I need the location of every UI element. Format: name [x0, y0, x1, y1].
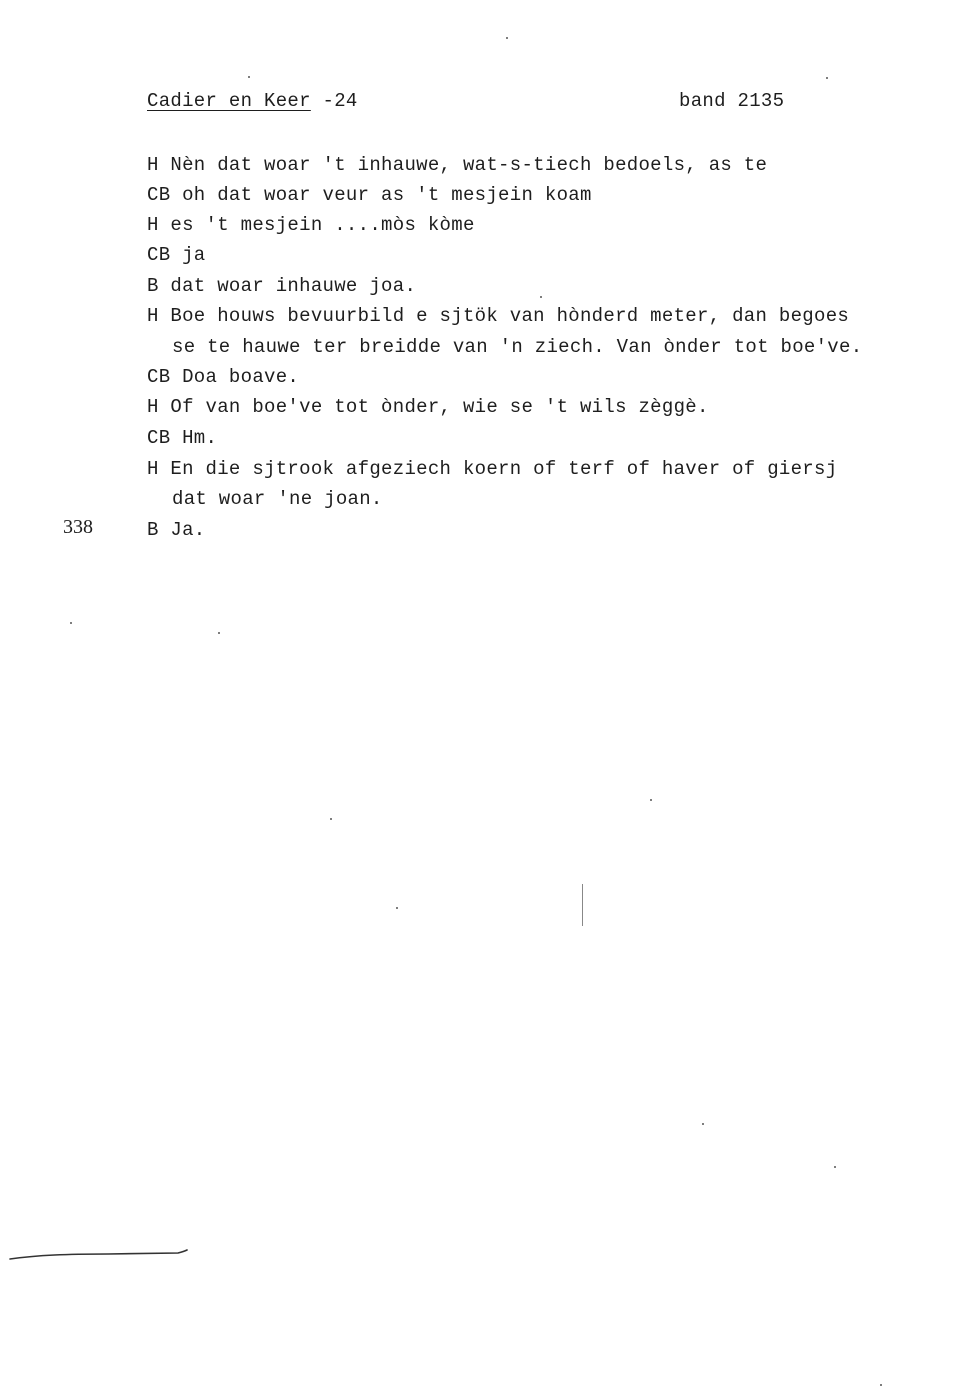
- transcript-line: CB Hm.: [147, 427, 218, 449]
- scan-speck: [826, 77, 828, 79]
- scan-speck: [702, 1123, 704, 1125]
- transcript-line: H es 't mesjein ....mòs kòme: [147, 214, 475, 236]
- scan-mark-vertical: [582, 884, 583, 926]
- scan-speck: [880, 1384, 882, 1386]
- scan-speck: [396, 907, 398, 909]
- scan-speck: [70, 622, 72, 624]
- transcript-line: CB oh dat woar veur as 't mesjein koam: [147, 184, 592, 206]
- scan-speck: [650, 799, 652, 801]
- scan-speck: [506, 37, 508, 39]
- header-title-underlined: Cadier en Keer: [147, 90, 311, 112]
- transcript-line: CB Doa boave.: [147, 366, 300, 388]
- scan-speck: [218, 632, 220, 634]
- hand-drawn-rule: [8, 1248, 188, 1262]
- scan-speck: [330, 818, 332, 820]
- transcript-line: H Of van boe've tot ònder, wie se 't wils zèggè.: [147, 396, 709, 418]
- transcript-line: H En die sjtrook afgeziech koern of terf of haver of giersj: [147, 458, 838, 480]
- scan-speck: [834, 1166, 836, 1168]
- transcript-line: B dat woar inhauwe joa.: [147, 275, 417, 297]
- transcript-line: CB ja: [147, 244, 206, 266]
- margin-counter-number: 338: [63, 516, 93, 538]
- document-header-band: band 2135: [679, 90, 785, 112]
- document-header-title: [147, 90, 358, 112]
- transcript-line-continuation: se te hauwe ter breidde van 'n ziech. Van ònder tot boe've.: [172, 336, 863, 358]
- transcript-line: H Nèn dat woar 't inhauwe, wat-s-tiech bedoels, as te: [147, 154, 768, 176]
- header-page-number: -24: [310, 90, 358, 112]
- scan-speck: [248, 76, 250, 78]
- transcript-line: H Boe houws bevuurbild e sjtök van hònderd meter, dan begoes: [147, 305, 850, 327]
- transcript-line: B Ja.: [147, 519, 206, 541]
- scan-speck: [540, 296, 542, 298]
- transcript-line-continuation: dat woar 'ne joan.: [172, 488, 383, 510]
